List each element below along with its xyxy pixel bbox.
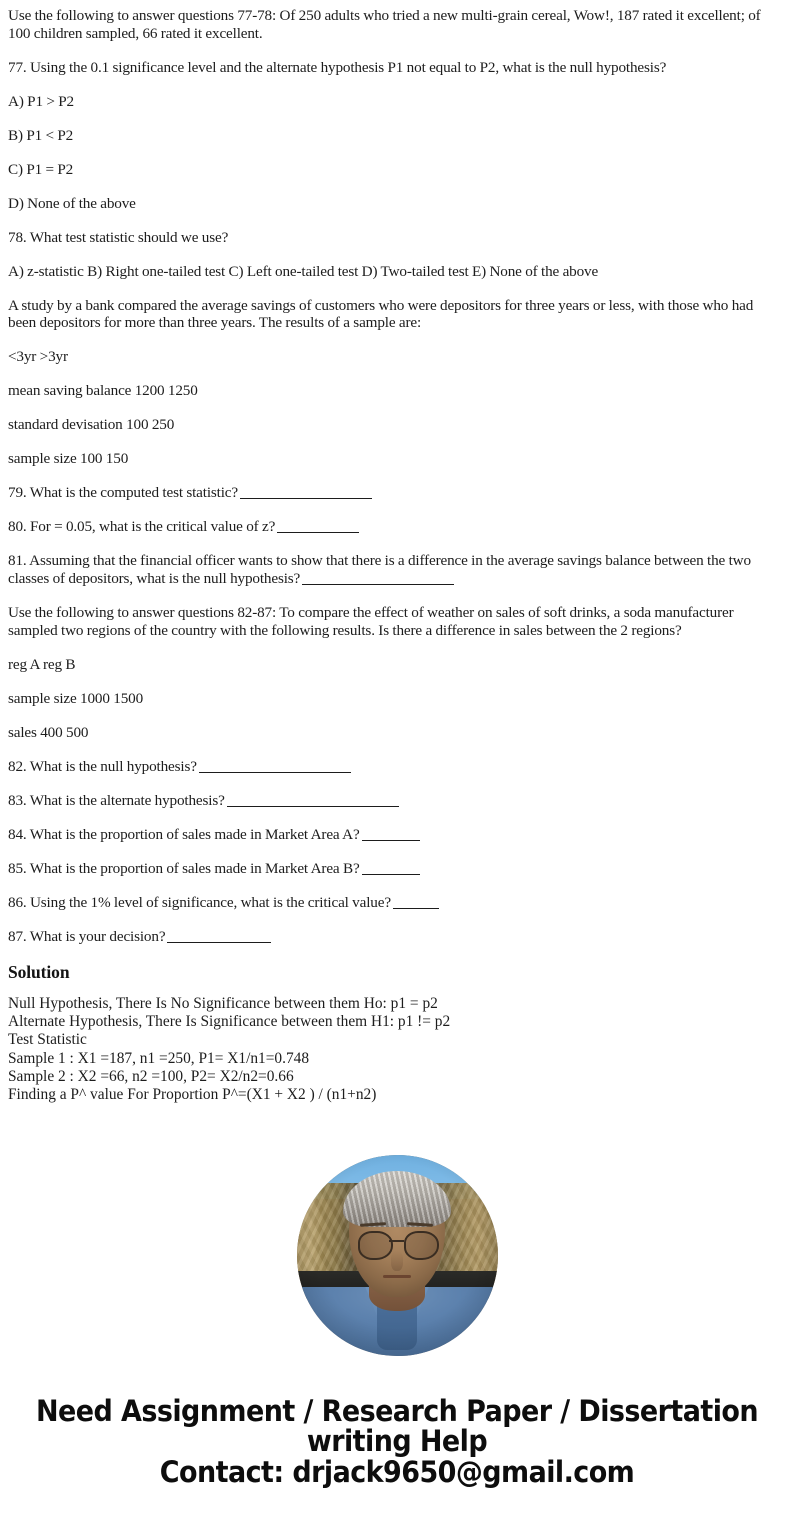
soda-table-sales: sales 400 500 [8, 723, 89, 741]
solution-text-block [8, 995, 786, 1105]
question-77-option-c: C) P1 = P2 [8, 160, 74, 178]
bank-table-standard-deviation: standard devisation 100 250 [8, 416, 175, 434]
question-87 [8, 928, 786, 946]
paragraph-bank-study-intro: A study by a bank compared the average savings of customers who were depositors for three years or less, with those who had been depositors for more than three years. The results of a sample are: [8, 296, 754, 332]
question-85-answer-blank[interactable] [362, 874, 420, 875]
avatar-container [0, 1152, 794, 1358]
avatar-vignette [297, 1155, 498, 1356]
question-86-text: 86. Using the 1% level of significance, what is the critical value? [8, 893, 391, 911]
solution-line-sample-2: Sample 2 : X2 =66, n2 =100, P2= X2/n2=0.66 [8, 1067, 294, 1085]
question-87-text: 87. What is your decision? [8, 927, 166, 945]
solution-heading: Solution [8, 961, 70, 982]
solution-line-pooled-proportion: Finding a P^ value For Proportion P^=(X1 + X2 ) / (n1+n2) [8, 1086, 377, 1104]
question-82-answer-blank[interactable] [199, 772, 351, 773]
question-77: 77. Using the 0.1 significance level and the alternate hypothesis P1 not equal to P2, what is the null hypothesis? [8, 58, 667, 76]
question-77-option-a: A) P1 > P2 [8, 92, 74, 110]
avatar [297, 1155, 498, 1356]
content-clip-mask [0, 1119, 794, 1149]
question-79 [8, 484, 786, 502]
question-85-text: 85. What is the proportion of sales made in Market Area B? [8, 859, 360, 877]
promo-line-1: Need Assignment / Research Paper / Dissertation [35, 1394, 758, 1428]
question-79-text: 79. What is the computed test statistic? [8, 484, 238, 502]
question-79-answer-blank[interactable] [240, 498, 372, 499]
paragraph-intro-77-78: Use the following to answer questions 77-78: Of 250 adults who tried a new multi-grain cereal, Wow!, 187 rated it excellent; of 100 children sampled, 66 rated it excellent. [8, 7, 761, 42]
question-78-options: A) z-statistic B) Right one-tailed test C) Left one-tailed test D) Two-tailed test E) None of the above [8, 262, 599, 280]
question-84-answer-blank[interactable] [362, 840, 420, 841]
question-83-text: 83. What is the alternate hypothesis? [8, 791, 225, 809]
question-78: 78. What test statistic should we use? [8, 228, 229, 246]
question-83 [8, 792, 786, 810]
solution-line-null-hypothesis: Null Hypothesis, There Is No Significance between them Ho: p1 = p2 [8, 994, 438, 1012]
question-84-text: 84. What is the proportion of sales made in Market Area A? [8, 825, 360, 843]
question-86-answer-blank[interactable] [393, 908, 439, 909]
question-81-text: 81. Assuming that the financial officer wants to show that there is a difference in the average savings balance between the two classes of depositors, what is the null hypothesis? [8, 552, 751, 588]
question-80-text: 80. For = 0.05, what is the critical value of z? [8, 518, 276, 536]
question-84 [8, 826, 786, 844]
question-82-text: 82. What is the null hypothesis? [8, 757, 197, 775]
solution-line-test-statistic: Test Statistic [8, 1031, 87, 1049]
promo-footer [0, 1396, 794, 1487]
bank-table-header: <3yr >3yr [8, 348, 68, 366]
question-80-answer-blank[interactable] [277, 532, 359, 533]
promo-contact-email: Contact: drjack9650@gmail.com [159, 1455, 635, 1489]
soda-table-header: reg A reg B [8, 655, 76, 673]
question-81-answer-blank[interactable] [302, 584, 454, 585]
question-77-option-b: B) P1 < P2 [8, 126, 74, 144]
solution-line-sample-1: Sample 1 : X1 =187, n1 =250, P1= X1/n1=0.748 [8, 1049, 310, 1067]
question-83-answer-blank[interactable] [227, 806, 399, 807]
question-80 [8, 518, 786, 536]
soda-table-sample-size: sample size 1000 1500 [8, 689, 144, 707]
question-85 [8, 860, 786, 878]
question-77-option-d: D) None of the above [8, 194, 136, 212]
question-81 [8, 552, 766, 588]
solution-line-alternate-hypothesis: Alternate Hypothesis, There Is Significance between them H1: p1 != p2 [8, 1013, 451, 1031]
question-87-answer-blank[interactable] [167, 942, 271, 943]
question-82 [8, 758, 786, 776]
paragraph-intro-82-87: Use the following to answer questions 82-87: To compare the effect of weather on sales of soft drinks, a soda manufacturer sampled two regions of the country with the following results. Is there a difference in sales between the 2 regions? [8, 604, 734, 639]
bank-table-sample-size: sample size 100 150 [8, 450, 129, 468]
bank-table-mean-saving-balance: mean saving balance 1200 1250 [8, 382, 198, 400]
question-86 [8, 894, 786, 912]
promo-line-2: writing Help [306, 1424, 488, 1458]
